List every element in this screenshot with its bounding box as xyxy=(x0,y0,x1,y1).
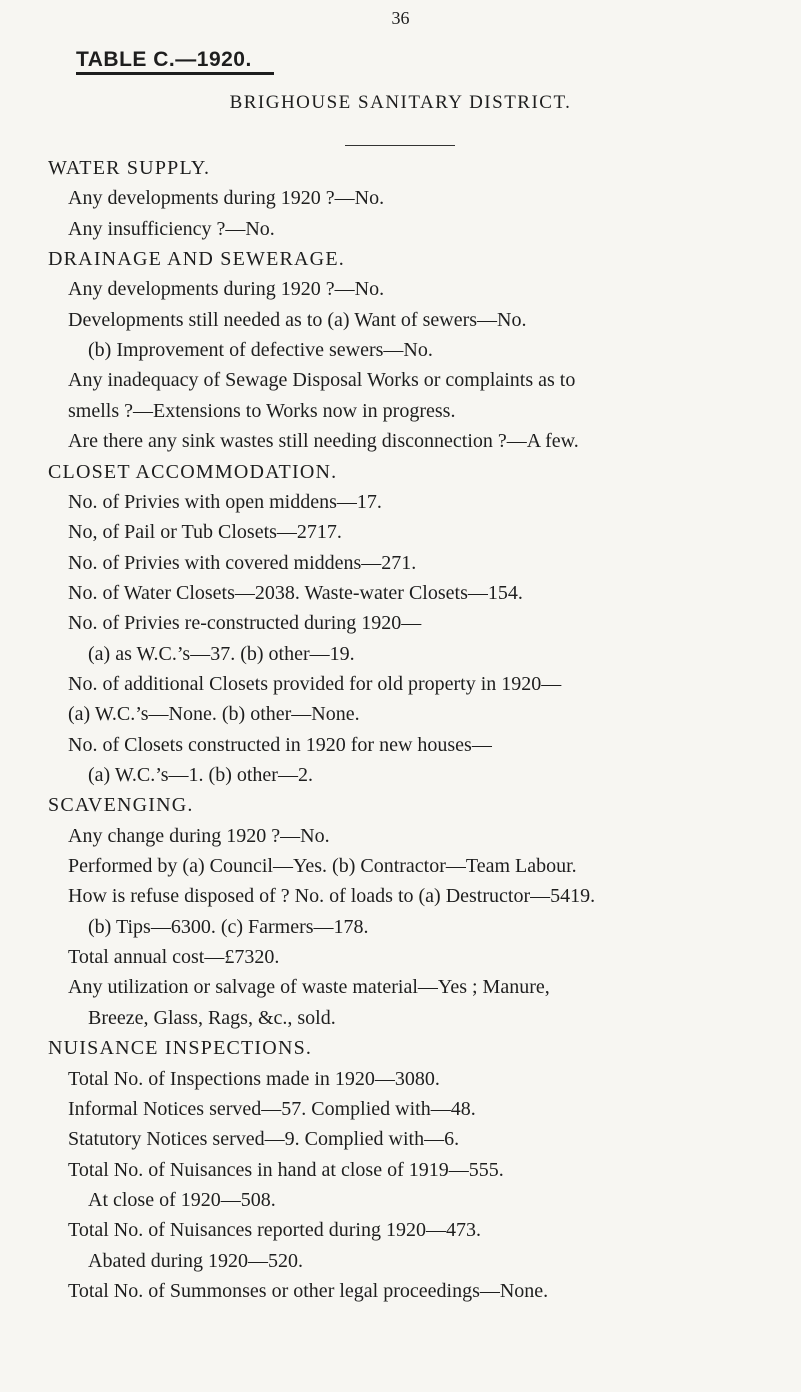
report-line: No. of Water Closets—2038. Waste-water Closets—154. xyxy=(68,582,523,604)
section-heading: SCAVENGING. xyxy=(48,794,194,816)
report-line: Developments still needed as to (a) Want of sewers—No. xyxy=(68,309,527,331)
report-line: Statutory Notices served—9. Complied with—6. xyxy=(68,1128,460,1150)
report-line: (a) W.C.’s—1. (b) other—2. xyxy=(88,764,313,786)
report-line: Total No. of Nuisances in hand at close of 1919—555. xyxy=(68,1159,504,1181)
report-line: Total annual cost—£7320. xyxy=(68,946,280,968)
section-heading: NUISANCE INSPECTIONS. xyxy=(48,1037,313,1059)
report-line: No. of Closets constructed in 1920 for new houses— xyxy=(68,734,492,756)
report-line: Any developments during 1920 ?—No. xyxy=(68,187,385,209)
report-line: No. of Privies with open middens—17. xyxy=(68,491,382,513)
section-heading: DRAINAGE AND SEWERAGE. xyxy=(48,248,345,270)
report-line: How is refuse disposed of ? No. of loads to (a) Destructor—5419. xyxy=(68,885,596,907)
district-title: BRIGHOUSE SANITARY DISTRICT. xyxy=(229,92,572,113)
report-line: Any inadequacy of Sewage Disposal Works or complaints as to xyxy=(68,369,576,391)
report-line: (b) Improvement of defective sewers—No. xyxy=(88,339,433,361)
section-heading: WATER SUPPLY. xyxy=(48,157,211,179)
report-line: (b) Tips—6300. (c) Farmers—178. xyxy=(88,916,369,938)
report-line: Any utilization or salvage of waste material—Yes ; Manure, xyxy=(68,976,550,998)
report-line: No. of additional Closets provided for old property in 1920— xyxy=(68,673,562,695)
report-line: Are there any sink wastes still needing disconnection ?—A few. xyxy=(68,430,579,452)
report-line: Abated during 1920—520. xyxy=(88,1250,303,1272)
report-line: Breeze, Glass, Rags, &c., sold. xyxy=(88,1007,336,1029)
report-line: Any change during 1920 ?—No. xyxy=(68,825,330,847)
report-line: Informal Notices served—57. Complied with—48. xyxy=(68,1098,476,1120)
report-line: (a) as W.C.’s—37. (b) other—19. xyxy=(88,643,355,665)
table-title: TABLE C.—1920. xyxy=(76,48,252,71)
report-line: No. of Privies re-constructed during 1920— xyxy=(68,612,422,634)
title-underline xyxy=(76,72,274,75)
section-divider xyxy=(345,145,455,146)
report-line: Total No. of Inspections made in 1920—3080. xyxy=(68,1068,440,1090)
report-line: Any developments during 1920 ?—No. xyxy=(68,278,385,300)
report-line: At close of 1920—508. xyxy=(88,1189,276,1211)
report-line: Any insufficiency ?—No. xyxy=(68,218,275,240)
report-line: No, of Pail or Tub Closets—2717. xyxy=(68,521,342,543)
report-line: smells ?—Extensions to Works now in progress. xyxy=(68,400,456,422)
report-line: Performed by (a) Council—Yes. (b) Contractor—Team Labour. xyxy=(68,855,577,877)
page-number: 36 xyxy=(391,8,410,28)
report-line: Total No. of Nuisances reported during 1920—473. xyxy=(68,1219,481,1241)
section-heading: CLOSET ACCOMMODATION. xyxy=(48,461,338,483)
report-line: Total No. of Summonses or other legal proceedings—None. xyxy=(68,1280,549,1302)
report-line: (a) W.C.’s—None. (b) other—None. xyxy=(68,703,360,725)
report-line: No. of Privies with covered middens—271. xyxy=(68,552,417,574)
